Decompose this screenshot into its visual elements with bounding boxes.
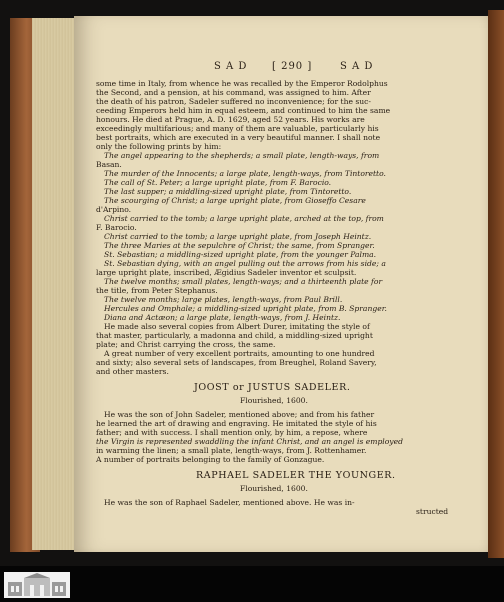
viewer-footer-bar	[0, 566, 504, 602]
section-heading: JOOST or JUSTUS SADELER.	[194, 382, 351, 393]
text-line: The three Maries at the sepulchre of Christ; the same, from Spranger.	[104, 241, 375, 250]
text-line: A great number of very excellent portraits, amounting to one hundred	[104, 349, 375, 358]
text-line: the title, from Peter Stephanus.	[96, 286, 218, 295]
text-line: and other masters.	[96, 367, 169, 376]
library-logo-icon	[4, 572, 70, 598]
text-line: St. Sebastian; a middling-sized upright plate, from the younger Palma.	[104, 250, 377, 259]
header-right: S A D	[340, 61, 374, 72]
text-line: only the following prints by him:	[96, 142, 222, 151]
text-line: and sixty; also several sets of landscapes, from Breughel, Roland Savery,	[96, 358, 377, 367]
text-line: He made also several copies from Albert Durer, imitating the style of	[104, 322, 370, 331]
text-line: best portraits, which are executed in a very beautiful manner. I shall note	[96, 133, 381, 142]
text-line: The last supper; a middling-sized upright plate, from Tintoretto.	[104, 187, 352, 196]
text-line: He was the son of Raphael Sadeler, mentioned above. He was in-	[104, 498, 355, 507]
text-line: the Virgin is represented swaddling the infant Christ, and an angel is employed	[96, 437, 403, 446]
text-line: he learned the art of drawing and engraving. He imitated the style of his	[96, 419, 377, 428]
text-line: honours. He died at Prague, A. D. 1629, aged 52 years. His works are	[96, 115, 365, 124]
text-line: Christ carried to the tomb; a large upright plate, arched at the top, from	[104, 214, 384, 223]
catchword: structed	[416, 507, 449, 516]
text-line: The angel appearing to the shepherds; a small plate, length-ways, from	[104, 151, 380, 160]
page-edges	[32, 18, 78, 550]
text-line: plate; and Christ carrying the cross, the same.	[96, 340, 276, 349]
page-number: [ 290 ]	[272, 61, 313, 72]
text-line: in warming the linen; a small plate, length-ways, from J. Rottenhamer.	[96, 446, 367, 455]
section-subheading: Flourished, 1600.	[240, 484, 308, 493]
text-line: Hercules and Omphale; a middling-sized upright plate, from B. Spranger.	[104, 304, 387, 313]
text-line: The twelve months; large plates, length-ways, from Paul Brill.	[104, 295, 343, 304]
header-left: S A D	[214, 61, 248, 72]
text-line: large upright plate, inscribed, Ægidius Sadeler inventor et sculpsit.	[96, 268, 357, 277]
text-line: F. Barocio.	[96, 223, 137, 232]
text-line: The call of St. Peter; a large upright plate, from F. Barocio.	[104, 178, 332, 187]
text-line: the Second, and a pension, at his command, was assigned to him. After	[96, 88, 371, 97]
text-line: He was the son of John Sadeler, mentioned above; and from his father	[104, 410, 375, 419]
text-line: Basan.	[96, 160, 122, 169]
text-line: ceeding Emperors held him in equal esteem, and continued to him the same	[96, 106, 391, 115]
text-line: exceedingly multifarious; and many of them are valuable, particularly his	[96, 124, 379, 133]
text-line: that master, particularly, a madonna and child, a middling-sized upright	[96, 331, 373, 340]
text-line: the death of his patron, Sadeler suffered no inconvenience; for the suc-	[96, 97, 372, 106]
text-line: d'Arpino.	[96, 205, 132, 214]
text-line: Christ carried to the tomb; a large upright plate, from Joseph Heintz.	[104, 232, 372, 241]
text-line: some time in Italy, from whence he was recalled by the Emperor Rodolphus	[96, 79, 388, 88]
text-line: St. Sebastian dying, with an angel pulling out the arrows from his side; a	[104, 259, 386, 268]
text-line: Diana and Actæon; a large plate, length-ways, from J. Heintz.	[104, 313, 341, 322]
text-line: The twelve months; small plates, length-ways; and a thirteenth plate for	[104, 277, 383, 286]
text-line: A number of portraits belonging to the family of Gonzague.	[96, 455, 325, 464]
section-heading: RAPHAEL SADELER THE YOUNGER.	[196, 470, 396, 481]
text-line: The murder of the Innocents; a large plate, length-ways, from Tintoretto.	[104, 169, 386, 178]
section-subheading: Flourished, 1600.	[240, 396, 308, 405]
text-line: The scourging of Christ; a large upright plate, from Gioseffo Cesare	[104, 196, 366, 205]
text-line: father; and with success. I shall mention only, by him, a repose, where	[96, 428, 368, 437]
book-cover-right	[488, 10, 504, 558]
